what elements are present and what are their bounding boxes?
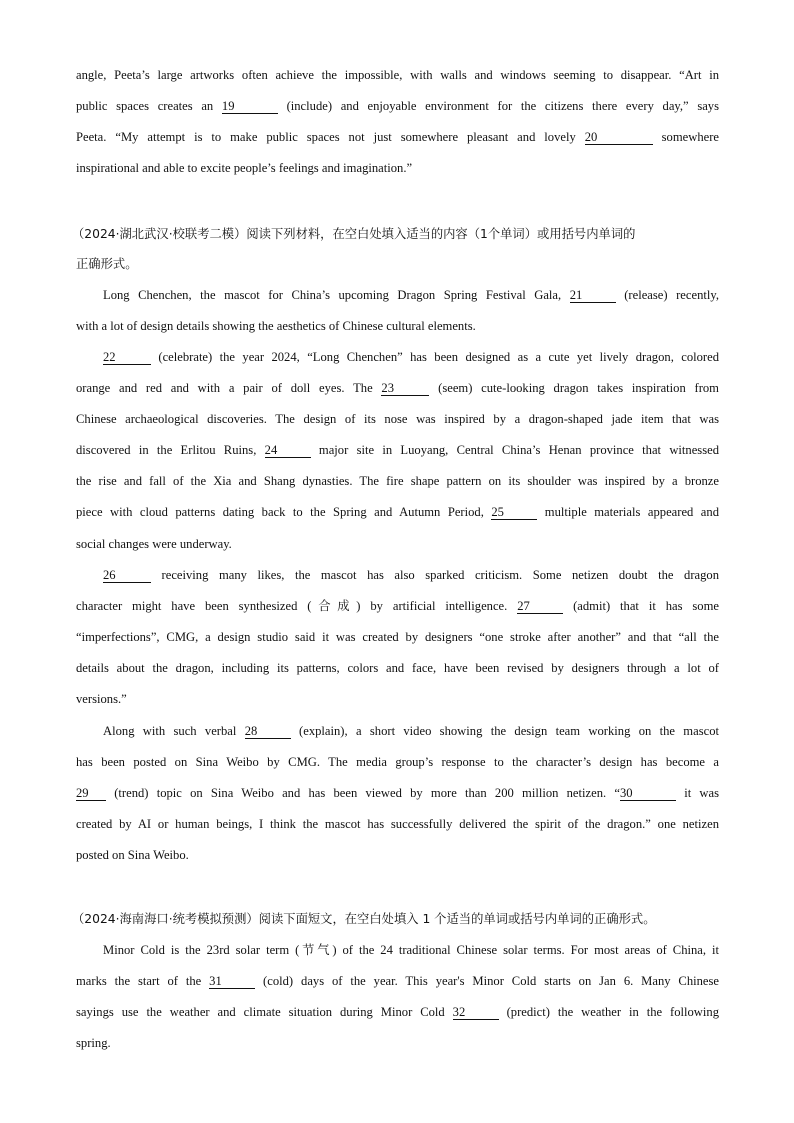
text-span: (admit) that it has some (563, 599, 719, 613)
text-span: (release) recently, (615, 288, 719, 302)
text-span: receiving many likes, the mascot has also sparked criticism. Some netizen doubt the dragon (151, 568, 719, 582)
blank-21[interactable]: 21 (570, 289, 616, 303)
text-span: public spaces creates an (76, 99, 222, 113)
text-line (103, 941, 719, 959)
text-line: the rise and fall of the Xia and Shang dynasties. The fire shape pattern on its shoulder was inspired by a bronze (76, 474, 719, 488)
text-line: posted on Sina Weibo. (76, 848, 189, 862)
blank-25[interactable]: 25 (491, 506, 537, 520)
text-line (76, 503, 719, 521)
text-span: ) of the 24 traditional Chinese solar terms. For most areas of China, it (332, 943, 719, 957)
text-line: social changes were underway. (76, 537, 232, 551)
blank-29[interactable]: 29 (76, 787, 106, 801)
text-line: has been posted on Sina Weibo by CMG. The media group’s response to the character’s design has become a (76, 755, 719, 769)
blank-20[interactable]: 20 (585, 131, 653, 145)
text-span: Along with such verbal (103, 724, 245, 738)
text-line: details about the dragon, including its patterns, colors and face, have been revised by designers through a lot of (76, 661, 719, 675)
text-span: (celebrate) the year 2024, “Long Chenchen” has been designed as a cute yet lively dragon, colored (151, 350, 719, 364)
blank-22[interactable]: 22 (103, 351, 151, 365)
text-line (76, 441, 719, 459)
blank-30[interactable]: 30 (620, 787, 676, 801)
text-line (103, 286, 719, 304)
text-line: spring. (76, 1036, 111, 1050)
text-line (103, 722, 719, 740)
text-line (76, 66, 719, 84)
text-span: piece with cloud patterns dating back to the Spring and Autumn Period, (76, 505, 492, 519)
blank-26[interactable]: 26 (103, 569, 151, 583)
text-span: somewhere (652, 130, 720, 144)
text-line: created by AI or human beings, I think the mascot has successfully delivered the spirit of the dragon.” one netizen (76, 817, 719, 831)
text-line (76, 379, 719, 397)
text-span: (seem) cute-looking dragon takes inspiration from (429, 381, 719, 395)
blank-24[interactable]: 24 (265, 444, 311, 458)
text-span: character might have been synthesized ( (76, 599, 312, 613)
text-line (76, 159, 412, 177)
text-span: ) by artificial intelligence. (356, 599, 518, 613)
blank-32[interactable]: 32 (453, 1006, 499, 1020)
text-line (76, 597, 719, 615)
section-header: 正确形式。 (76, 257, 138, 271)
text-line (103, 348, 719, 366)
text-line (76, 1003, 719, 1021)
text-span: it was (675, 786, 719, 800)
text-span: inspirational and able to excite people’s feelings and imagination.” (76, 161, 413, 175)
text-span: discovered in the Erlitou Ruins, (76, 443, 265, 457)
text-span: 合成 (311, 599, 357, 613)
blank-28[interactable]: 28 (245, 725, 291, 739)
text-span: (predict) the weather in the following (498, 1005, 719, 1019)
text-line (76, 97, 719, 115)
text-span: Long Chenchen, the mascot for China’s upcoming Dragon Spring Festival Gala, (103, 288, 570, 302)
text-line (103, 566, 719, 584)
text-line (76, 972, 719, 990)
text-line: with a lot of design details showing the aesthetics of Chinese cultural elements. (76, 319, 476, 333)
text-span: sayings use the weather and climate situation during Minor Cold (76, 1005, 453, 1019)
text-span: Peeta. “My attempt is to make public spaces not just somewhere pleasant and lovely (76, 130, 585, 144)
text-span: major site in Luoyang, Central China’s Henan province that witnessed (310, 443, 720, 457)
blank-19[interactable]: 19 (222, 100, 278, 114)
text-span: Minor Cold is the 23rd solar term ( (103, 943, 300, 957)
text-span: (trend) topic on Sina Weibo and has been viewed by more than 200 million netizen. “ (106, 786, 620, 800)
text-span: (include) and enjoyable environment for the citizens there every day,” says (277, 99, 720, 113)
section-header: （2024·湖北武汉·校联考二模）阅读下列材料，在空白处填入适当的内容（1个单词）或用括号内单词的 (72, 227, 636, 241)
section-header: （2024·海南海口·统考模拟预测）阅读下面短文，在空白处填入 1 个适当的单词或括号内单词的正确形式。 (72, 912, 656, 926)
text-line (76, 128, 719, 146)
text-span: orange and red and with a pair of doll eyes. The (76, 381, 382, 395)
blank-23[interactable]: 23 (381, 382, 429, 396)
text-line (76, 784, 719, 802)
text-span: angle, Peeta’s large artworks often achieve the impossible, with walls and windows seeming to disappear. “Art in (76, 68, 719, 82)
text-span: (explain), a short video showing the design team working on the mascot (290, 724, 719, 738)
text-line: versions.” (76, 692, 127, 706)
blank-31[interactable]: 31 (209, 975, 255, 989)
text-line: “imperfections”, CMG, a design studio said it was created by designers “one stroke after another” and that “all the (76, 630, 719, 644)
text-span: marks the start of the (76, 974, 210, 988)
text-span: (cold) days of the year. This year's Minor Cold starts on Jan 6. Many Chinese (255, 974, 719, 988)
text-span: 节气 (299, 943, 333, 957)
text-span: multiple materials appeared and (537, 505, 719, 519)
text-line: Chinese archaeological discoveries. The design of its nose was inspired by a dragon-shaped jade item that was (76, 412, 719, 426)
blank-27[interactable]: 27 (517, 600, 563, 614)
